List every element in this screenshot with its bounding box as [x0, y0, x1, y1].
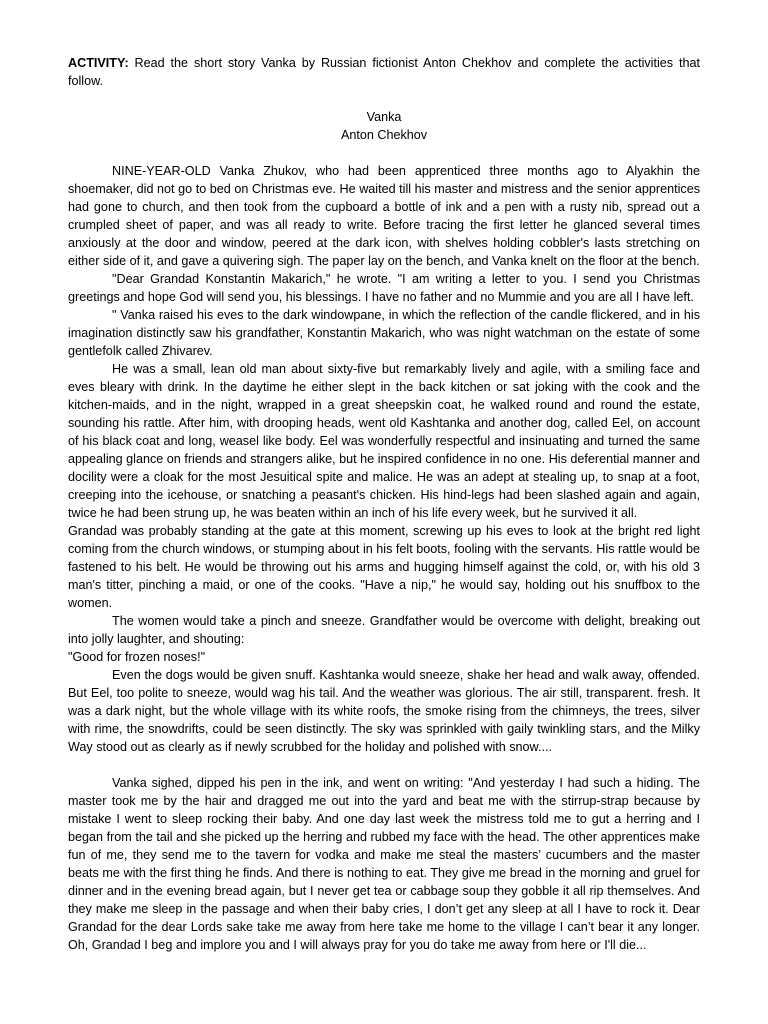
story-paragraph: Even the dogs would be given snuff. Kashtanka would sneeze, shake her head and walk away, offended. But Eel, too polite to sneeze, would wag his tail. And the weather was glorious. The air still, transparent. fresh. It was a dark night, but the whole village with its white roofs, the smoke rising from the chimneys, the trees, silver with rime, the snowdrifts, could be seen distinctly. The sky was sprinkled with gaily twinkling stars, and the Milky Way stood out as clearly as if newly scrubbed for the holiday and polished with snow.... — [68, 668, 700, 754]
story-heading — [68, 108, 700, 144]
story-paragraph: " Vanka raised his eves to the dark windowpane, in which the reflection of the candle flickered, and in his imagination distinctly saw his grandfather, Konstantin Makarich, who was night watchman on the estate of some gentlefolk called Zhivarev. — [68, 308, 700, 358]
story-paragraph: Vanka sighed, dipped his pen in the ink, and went on writing: "And yesterday I had such a hiding. The master took me by the hair and dragged me out into the yard and beat me with the stirrup-strap because by mistake I went to sleep rocking their baby. And one day last week the mistress told me to gut a herring and I began from the tail and she picked up the herring and rubbed my face with the head. The other apprentices make fun of me, they send me to the tavern for vodka and make me steal the masters’ cucumbers and the master beats me with the first thing he finds. And there is nothing to eat. They give me bread in the morning and gruel for dinner and in the evening bread again, but I never get tea or cabbage soup they gobble it all rip themselves. And they make me sleep in the passage and when their baby cries, I don’t get any sleep at all I have to rock it. Dear Grandad for the dear Lords sake take me away from here take me home to the village I can’t bear it any longer. Oh, Grandad I beg and implore you and I will always pray for you do take me away from here or I'll die... — [68, 776, 700, 952]
activity-instruction — [68, 54, 700, 90]
activity-text: Read the short story Vanka by Russian fictionist Anton Chekhov and complete the activities that follow. — [68, 56, 700, 88]
activity-label: ACTIVITY: — [68, 56, 129, 70]
document-page — [68, 54, 700, 954]
story-title: Vanka — [366, 110, 402, 124]
story-paragraph: "Dear Grandad Konstantin Makarich," he wrote. "I am writing a letter to you. I send you Christmas greetings and hope God will send you, his blessings. I have no father and no Mummie and you are all I have left. — [68, 272, 700, 304]
story-author: Anton Chekhov — [340, 128, 428, 142]
story-paragraph: NINE-YEAR-OLD Vanka Zhukov, who had been apprenticed three months ago to Alyakhin the shoemaker, did not go to bed on Christmas eve. He waited till his master and mistress and the senior apprentices had gone to church, and then took from the cupboard a bottle of ink and a pen with a rusty nib, spread out a crumpled sheet of paper, and was all ready to write. Before tracing the first letter he glanced several times anxiously at the door and window, peered at the dark icon, with shelves holding cobbler's lasts stretching on either side of it, and gave a quivering sigh. The paper lay on the bench, and Vanka knelt on the floor at the bench. — [68, 164, 700, 268]
story-paragraph: He was a small, lean old man about sixty-five but remarkably lively and agile, with a smiling face and eves bleary with drink. In the daytime he either slept in the back kitchen or sat joking with the cook and the kitchen-maids, and in the night, wrapped in a great sheepskin coat, he walked round and round the estate, sounding his rattle. After him, with drooping heads, went old Kashtanka and another dog, called Eel, on account of his black coat and long, weasel like body. Eel was wonderfully respectful and insinuating and turned the same appealing glance on friends and strangers alike, but he inspired confidence in no one. His deferential manner and docility were a cloak for the most Jesuitical spite and malice. He was an adept at stealing up, to snap at a foot, creeping into the icehouse, or snatching a peasant's chicken. His hind-legs had been slashed again and again, twice he had been strung up, he was beaten within an inch of his life every week, but he survived it all. — [68, 362, 700, 520]
story-paragraph: Grandad was probably standing at the gate at this moment, screwing up his eves to look at the bright red light coming from the church windows, or stumping about in his felt boots, fooling with the servants. His rattle would be fastened to his belt. He would be throwing out his arms and hugging himself against the cold, or, with his old 3 man's titter, pinching a maid, or one of the cooks. "Have a nip," he would say, holding out his snuffbox to the women. — [68, 524, 700, 610]
story-body — [68, 162, 700, 954]
story-paragraph: The women would take a pinch and sneeze. Grandfather would be overcome with delight, breaking out into jolly laughter, and shouting: — [68, 614, 700, 646]
story-paragraph: "Good for frozen noses!" — [68, 650, 206, 664]
